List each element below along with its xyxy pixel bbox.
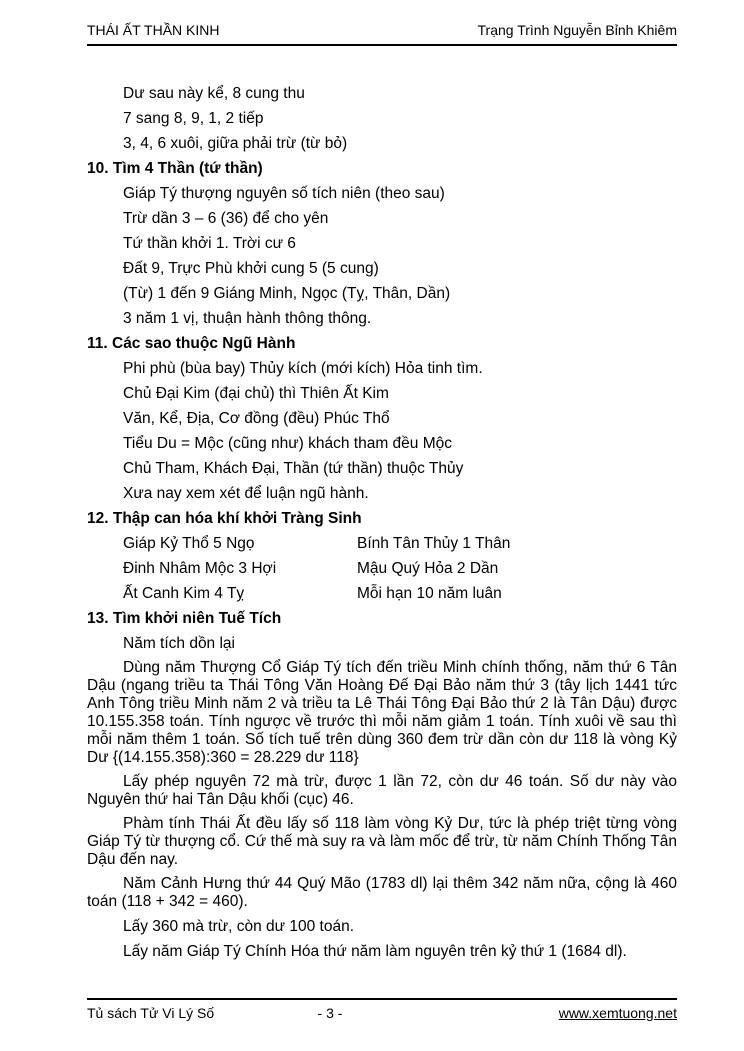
column-cell: Mậu Quý Hỏa 2 Dần bbox=[357, 560, 499, 577]
header-row bbox=[87, 22, 677, 46]
section-heading: 13. Tìm khởi niên Tuế Tích bbox=[87, 610, 282, 627]
verse-line: Tiểu Du = Mộc (cũng như) khách tham đều Mộc bbox=[123, 435, 452, 452]
footer-row bbox=[87, 1005, 677, 1023]
paragraph: Dùng năm Thượng Cổ Giáp Tý tích đến triều Minh chính thống, năm thứ 6 Tân Dậu (ngang triều ta Thái Tông Văn Hoàng Đế Đại Bảo năm thứ 3 (tây lịch 1441 tức Anh Tông triều Minh năm 2 và triều ta Lê Thái Tông Đại Bảo thứ 2 là Tân Dậu) được 10.155.358 toán. Tính ngược về trước thì mỗi năm giảm 1 toán. Tính xuôi về sau thì mỗi năm thêm 1 toán. Số tích tuế trên dùng 360 đem trừ dần còn dư 118 là vòng Kỷ Dư {(14.155.358):360 = 28.229 dư 118} bbox=[87, 659, 677, 766]
verse-line: Xưa nay xem xét để luận ngũ hành. bbox=[123, 485, 369, 502]
verse-line: Năm tích dồn lại bbox=[123, 635, 235, 652]
two-column-row bbox=[123, 534, 677, 553]
footer-series-title: Tủ sách Tử Vi Lý Số bbox=[87, 1005, 215, 1021]
verse-line: Lấy năm Giáp Tý Chính Hóa thứ năm làm nguyên trên kỷ thứ 1 (1684 dl). bbox=[123, 943, 627, 960]
verse-line: Chủ Đại Kim (đại chủ) thì Thiên Ất Kim bbox=[123, 385, 389, 402]
column-cell: Bính Tân Thủy 1 Thân bbox=[357, 535, 511, 552]
verse-line: 3 năm 1 vị, thuận hành thông thông. bbox=[123, 310, 372, 327]
document-author: Trạng Trình Nguyễn Bỉnh Khiêm bbox=[477, 22, 677, 38]
verse-line: Đất 9, Trực Phù khởi cung 5 (5 cung) bbox=[123, 260, 379, 277]
verse-line: Chủ Tham, Khách Đại, Thần (tứ thần) thuộc Thủy bbox=[123, 460, 464, 477]
page-header bbox=[87, 0, 677, 46]
two-column-row bbox=[123, 584, 677, 603]
verse-line: Phi phù (bùa bay) Thủy kích (mới kích) Hỏa tinh tìm. bbox=[123, 360, 483, 377]
verse-line: Trừ dần 3 – 6 (36) để cho yên bbox=[123, 210, 329, 227]
verse-line: Văn, Kể, Địa, Cơ đồng (đều) Phúc Thổ bbox=[123, 410, 390, 427]
section-heading: 10. Tìm 4 Thần (tứ thần) bbox=[87, 160, 263, 177]
verse-line: 7 sang 8, 9, 1, 2 tiếp bbox=[123, 110, 264, 127]
paragraph: Phàm tính Thái Ất đều lấy số 118 làm vòng Kỷ Dư, tức là phép triệt từng vòng Giáp Tý từ thượng cổ. Cứ thế mà suy ra và làm mốc để trừ, từ năm Chính Thống Tân Dậu đến nay. bbox=[87, 815, 677, 868]
website-link[interactable]: www.xemtuong.net bbox=[558, 1005, 677, 1021]
page-footer bbox=[87, 998, 677, 1023]
paragraph: Năm Cảnh Hưng thứ 44 Quý Mão (1783 dl) lại thêm 342 năm nữa, cộng là 460 toán (118 + 342 = 460). bbox=[87, 875, 677, 910]
verse-line: Lấy 360 mà trừ, còn dư 100 toán. bbox=[123, 918, 355, 935]
document-body bbox=[87, 84, 677, 967]
verse-line: Dư sau này kể, 8 cung thu bbox=[123, 85, 305, 102]
verse-line: Tứ thần khởi 1. Trời cư 6 bbox=[123, 235, 296, 252]
two-column-row bbox=[123, 559, 677, 578]
document-title: THÁI ẤT THẦN KINH bbox=[87, 22, 220, 38]
verse-line: (Từ) 1 đến 9 Giáng Minh, Ngọc (Tỵ, Thân, Dần) bbox=[123, 285, 451, 302]
page-number: - 3 - bbox=[317, 1005, 343, 1021]
column-cell: Mỗi hạn 10 năm luân bbox=[357, 585, 502, 602]
section-heading: 12. Thập can hóa khí khởi Tràng Sinh bbox=[87, 510, 362, 527]
paragraph: Lấy phép nguyên 72 mà trừ, được 1 lần 72, còn dư 46 toán. Số dư này vào Nguyên thứ hai Tân Dậu khối (cục) 46. bbox=[87, 773, 677, 808]
verse-line: Giáp Tý thượng nguyên số tích niên (theo sau) bbox=[123, 185, 445, 202]
column-cell: Giáp Kỷ Thổ 5 Ngọ bbox=[123, 535, 255, 552]
section-heading: 11. Các sao thuộc Ngũ Hành bbox=[87, 335, 296, 352]
column-cell: Đinh Nhâm Mộc 3 Hợi bbox=[123, 560, 277, 577]
column-cell: Ất Canh Kim 4 Tỵ bbox=[123, 585, 245, 602]
verse-line: 3, 4, 6 xuôi, giữa phải trừ (từ bỏ) bbox=[123, 135, 348, 152]
